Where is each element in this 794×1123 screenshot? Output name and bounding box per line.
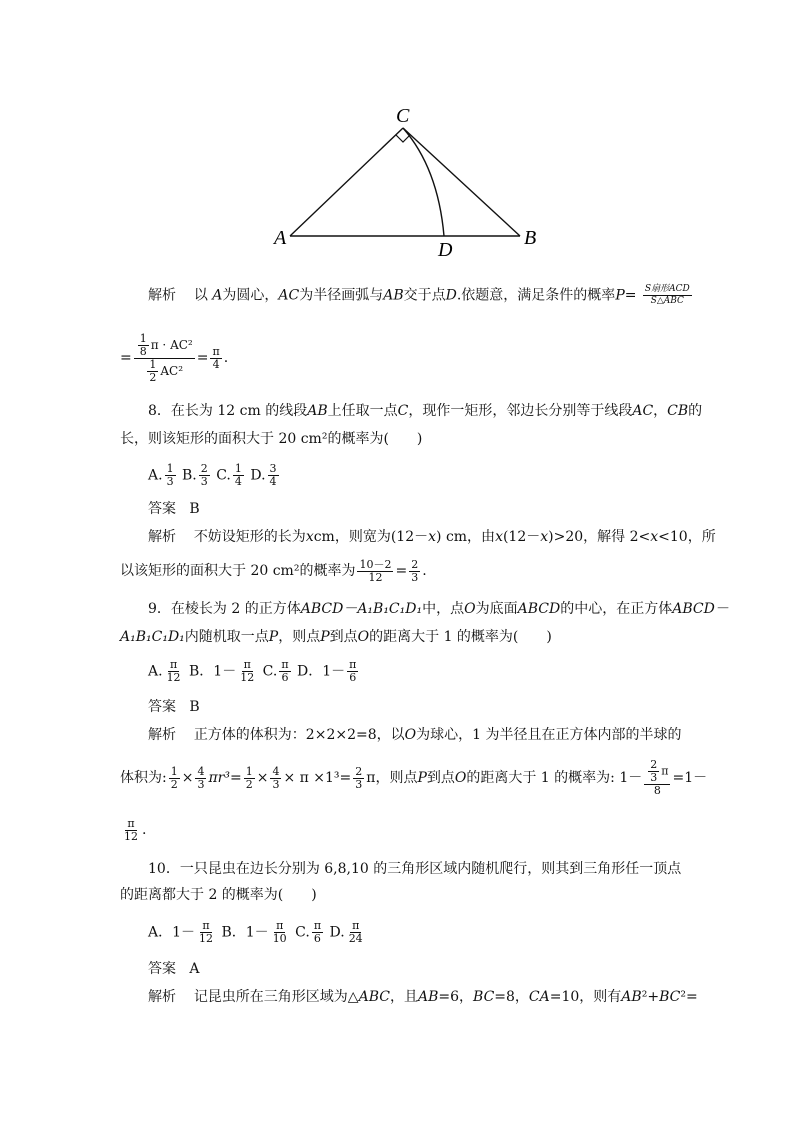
text: =	[624, 287, 637, 304]
fraction	[312, 920, 323, 945]
option-c[interactable]	[216, 463, 246, 488]
text: 为圆心，	[222, 287, 279, 304]
var: ABCD－	[672, 601, 729, 617]
text: 不妨设矩形的长为	[193, 529, 306, 545]
numerator: 3	[269, 461, 277, 475]
label-d: D	[438, 239, 453, 261]
q9-stem-line1	[148, 600, 729, 618]
text: π	[366, 770, 376, 786]
result-fraction	[210, 346, 221, 371]
denominator: 24	[348, 931, 363, 945]
numerator: 1	[166, 461, 174, 475]
fraction	[147, 359, 158, 384]
text: 的	[688, 403, 703, 419]
text: (12－	[502, 529, 541, 545]
numerator: π	[349, 657, 357, 671]
q7-solution-line2	[120, 328, 228, 388]
var: BC	[473, 989, 495, 1005]
option-label: C.	[295, 924, 310, 940]
var: C	[397, 403, 409, 419]
text: ，	[653, 403, 668, 419]
numerator: 1	[149, 357, 157, 371]
var: CB	[667, 403, 689, 419]
fraction	[199, 463, 210, 488]
text: 正方体的体积为：2×2×2=8，以	[193, 727, 405, 743]
text: 的距离大于 1 的概率为: 1－	[466, 770, 643, 786]
var: AC	[632, 403, 654, 419]
q10-answer	[148, 960, 199, 978]
denominator: 3	[355, 777, 363, 791]
option-d[interactable]	[297, 659, 360, 684]
option-a[interactable]	[148, 463, 178, 488]
text: =8，	[494, 989, 529, 1005]
text: ) cm，由	[436, 529, 496, 545]
denominator: 4	[212, 357, 220, 371]
text: =	[395, 563, 408, 579]
probability-fraction	[643, 284, 692, 307]
fraction	[268, 463, 279, 488]
numerator: π	[169, 657, 178, 671]
q8-solution-line1	[148, 528, 716, 546]
var: P	[268, 629, 279, 645]
var: AB	[621, 989, 642, 1005]
text: ，现作一矩形，邻边长分别等于线段	[408, 403, 633, 419]
var: AB	[307, 403, 328, 419]
fraction	[648, 759, 659, 784]
text: 的距离都大于 2 的概率为( )	[120, 887, 317, 903]
denominator: 2	[245, 777, 253, 791]
var: A	[212, 287, 223, 304]
text: ²	[680, 989, 686, 1005]
text: ，且	[389, 989, 418, 1005]
option-label: C.	[216, 467, 231, 483]
text: π · AC²	[150, 337, 193, 352]
q10-options	[148, 914, 367, 950]
answer-label: 答案	[148, 699, 176, 715]
fraction	[347, 659, 358, 684]
fraction	[233, 463, 244, 488]
fraction	[197, 920, 215, 945]
q8-solution-line2	[120, 554, 427, 588]
text: 的距离大于 1 的概率为( )	[369, 629, 552, 645]
option-label: A．1－	[148, 924, 196, 940]
fraction	[165, 659, 183, 684]
fraction	[270, 766, 281, 791]
text: 以	[193, 287, 208, 304]
var: x	[650, 529, 659, 545]
fraction	[353, 766, 364, 791]
answer-value: A	[189, 961, 200, 977]
var: CA	[528, 989, 550, 1005]
text: =	[685, 989, 698, 1005]
text: ²	[641, 989, 648, 1005]
text: 体积为:	[120, 770, 167, 786]
text: 为半径画弧与	[299, 287, 384, 304]
var: x	[305, 529, 314, 545]
fraction	[195, 766, 206, 791]
q8-answer	[148, 500, 200, 518]
option-label: D.	[250, 467, 266, 483]
fraction	[169, 766, 180, 791]
q9-solution-line1	[148, 726, 681, 744]
text: 记昆虫所在三角形区域为△	[193, 989, 359, 1005]
text: 长，则该矩形的面积大于 20 cm²的概率为( )	[120, 431, 423, 447]
compound-fraction	[134, 333, 195, 384]
denominator: 4	[234, 474, 242, 488]
q8-options	[148, 458, 281, 492]
label-b: B	[524, 227, 537, 249]
q9-stem-line2	[120, 628, 552, 646]
fraction	[238, 659, 256, 684]
q9-answer	[148, 698, 200, 716]
numerator: π	[243, 657, 251, 671]
var: P	[320, 629, 330, 645]
var: AB	[417, 989, 439, 1005]
var: O	[404, 727, 417, 743]
numerator	[134, 333, 195, 359]
arc-cd	[403, 128, 444, 236]
var: ABCD－A₁B₁C₁D₁	[300, 601, 423, 617]
numerator: 1	[170, 764, 178, 778]
denominator: 6	[313, 931, 321, 945]
q9-options	[148, 654, 360, 688]
text: 到点	[426, 770, 455, 786]
var: AC	[278, 287, 300, 304]
var: ABC	[358, 989, 390, 1005]
denominator: 10	[272, 931, 287, 945]
fraction	[347, 920, 365, 945]
text: .	[223, 350, 229, 366]
denominator: 6	[281, 670, 289, 684]
option-c[interactable]	[295, 920, 325, 945]
text: πr³=	[208, 770, 242, 786]
text: )>20，解得 2<	[548, 529, 651, 545]
option-label: A.	[148, 467, 163, 483]
denominator: 12	[124, 829, 138, 843]
var: A₁B₁C₁D₁	[120, 629, 185, 645]
var: O	[357, 629, 370, 645]
text: 以该矩形的面积大于 20 cm²的概率为	[120, 563, 356, 579]
numerator: 1	[245, 764, 253, 778]
option-label: B.	[182, 467, 197, 483]
triangle-diagram	[268, 98, 558, 263]
option-a[interactable]	[148, 659, 185, 684]
right-angle-mark	[396, 135, 410, 142]
solution-label: 解析	[148, 727, 176, 743]
option-c[interactable]	[263, 659, 293, 684]
option-b[interactable]	[182, 463, 212, 488]
q9-solution-line2	[120, 746, 707, 810]
text: .	[142, 822, 147, 838]
text: 中，点	[422, 601, 465, 617]
option-label: D．1－	[297, 663, 346, 679]
text: 交于点	[403, 287, 446, 304]
text: 9．在棱长为 2 的正方体	[148, 601, 301, 617]
text: =10，则有	[549, 989, 622, 1005]
text: 为球心，1 为半径且在正方体内部的半球的	[416, 727, 682, 743]
denominator: 12	[368, 570, 383, 584]
var: O	[464, 601, 476, 617]
text: 10．一只昆虫在边长分别为 6,8,10 的三角形区域内随机爬行，则其到三角形任一顶点	[148, 861, 682, 877]
numerator: π	[281, 657, 289, 671]
var: P	[615, 287, 625, 304]
fraction	[122, 818, 140, 843]
solution-label: 解析	[148, 287, 176, 304]
numerator: π	[202, 918, 210, 932]
text: ×	[256, 770, 269, 786]
solution-label: 解析	[148, 989, 176, 1005]
denominator: 3	[411, 570, 419, 584]
option-d[interactable]	[330, 920, 367, 945]
q8-stem-line2	[120, 430, 422, 448]
denominator: 2	[149, 370, 157, 384]
text: × π ×1³=	[283, 770, 352, 786]
numerator: 4	[272, 764, 280, 778]
fraction	[357, 559, 393, 584]
compound-fraction	[644, 759, 670, 797]
answer-label: 答案	[148, 501, 176, 517]
text: ，则点	[278, 629, 321, 645]
denominator: 8	[139, 344, 147, 358]
text: 的中心，在正方体	[560, 601, 673, 617]
numerator: S扇形ACD	[644, 284, 690, 294]
fraction	[271, 920, 289, 945]
fraction	[138, 333, 149, 358]
label-c: C	[396, 105, 410, 127]
denominator: 12	[166, 670, 181, 684]
numerator: 4	[197, 764, 205, 778]
solution-label: 解析	[148, 529, 176, 545]
text: AC²	[160, 363, 184, 378]
side-ac	[290, 128, 403, 236]
text: .依题意，满足条件的概率	[456, 287, 616, 304]
fraction	[244, 766, 255, 791]
option-label: B．1－	[221, 924, 269, 940]
answer-value: B	[189, 699, 200, 715]
text: 8．在长为 12 cm 的线段	[148, 403, 308, 419]
answer-value: B	[189, 501, 200, 517]
side-cb	[403, 128, 520, 236]
text: +	[647, 989, 660, 1005]
var: O	[454, 770, 467, 786]
text: cm，则宽为(12－	[313, 529, 429, 545]
numerator: 1	[234, 461, 242, 475]
option-label: C.	[262, 663, 278, 679]
numerator: 2	[200, 461, 208, 475]
text: =	[196, 350, 209, 366]
numerator: π	[127, 816, 135, 830]
numerator: 2	[411, 557, 419, 571]
text: 为底面	[475, 601, 518, 617]
text: <10，所	[658, 529, 716, 545]
var: P	[417, 770, 427, 786]
denominator: 2	[170, 777, 178, 791]
var: AB	[383, 287, 404, 304]
numerator: π	[276, 918, 284, 932]
numerator: 2	[355, 764, 363, 778]
denominator	[143, 359, 185, 384]
text: 内随机取一点	[184, 629, 269, 645]
option-a[interactable]	[148, 920, 217, 945]
text: .	[422, 563, 427, 579]
text: =	[120, 350, 132, 366]
numerator: π	[313, 918, 322, 932]
denominator: 8	[653, 784, 661, 797]
denominator: 12	[240, 670, 255, 684]
option-b[interactable]	[221, 920, 290, 945]
denominator: 12	[199, 931, 214, 945]
numerator: π	[212, 344, 220, 358]
var: x	[428, 529, 437, 545]
text: =1－	[672, 770, 708, 786]
numerator: 10－2	[359, 557, 392, 571]
answer-label: 答案	[148, 961, 176, 977]
var: x	[540, 529, 549, 545]
denominator: 6	[349, 670, 357, 684]
numerator: π	[352, 918, 360, 932]
denominator: S△ABC	[650, 296, 684, 306]
denominator: 3	[197, 777, 205, 791]
var: D	[445, 287, 457, 304]
text: =6，	[438, 989, 474, 1005]
denominator: 3	[650, 771, 658, 784]
q10-stem-line2	[120, 886, 317, 904]
q9-solution-line3	[120, 812, 146, 848]
q10-solution-line1	[148, 988, 698, 1006]
fraction	[409, 559, 420, 584]
numerator	[644, 759, 670, 785]
q8-stem-line1	[148, 402, 702, 420]
denominator: 4	[269, 474, 277, 488]
text: 上任取一点	[327, 403, 398, 419]
numerator: 1	[139, 331, 147, 345]
option-label: D.	[329, 924, 345, 940]
text: 到点	[329, 629, 358, 645]
denominator: 3	[166, 474, 174, 488]
var: ABCD	[517, 601, 561, 617]
text: ，则点	[375, 770, 418, 786]
denominator: 3	[272, 777, 280, 791]
option-d[interactable]	[250, 463, 280, 488]
var: x	[495, 529, 503, 545]
q10-stem-line1	[148, 860, 681, 878]
option-b[interactable]	[189, 659, 258, 684]
option-label: A.	[148, 663, 163, 679]
option-label: B．1－	[189, 663, 237, 679]
q7-solution-line1	[148, 284, 694, 307]
text: ×	[181, 770, 194, 786]
label-a: A	[274, 227, 287, 249]
text: π	[661, 764, 669, 778]
fraction	[279, 659, 290, 684]
numerator: 2	[650, 758, 658, 771]
denominator: 3	[200, 474, 208, 488]
fraction	[165, 463, 176, 488]
var: BC	[659, 989, 681, 1005]
